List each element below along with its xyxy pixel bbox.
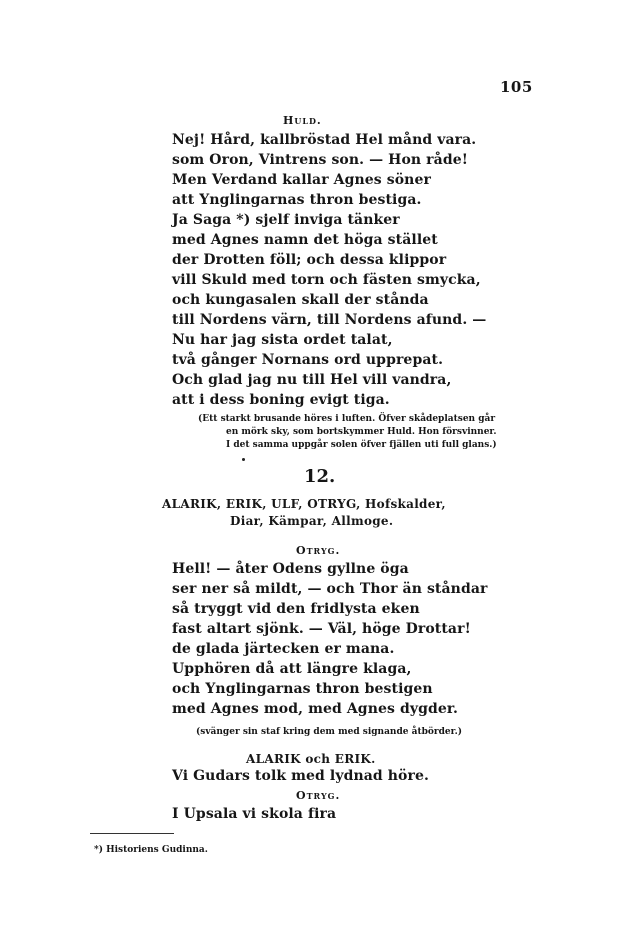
scene-number: 12. [304,466,336,487]
stage-direction-huld [198,413,497,452]
verse-line: Hell! — åter Odens gyllne öga [172,561,409,577]
verse-huld [172,130,486,410]
verse-line: Men Verdand kallar Agnes söner [172,172,431,188]
speaker-otryg-2: Otryg. [296,789,341,802]
speaker-alarik-erik: ALARIK och ERIK. [246,752,376,766]
verse-line: och kungasalen skall der stånda [172,292,429,308]
verse-line: fast altart sjönk. — Väl, höge Drottar! [172,621,471,637]
verse-line: Nu har jag sista ordet talat, [172,332,393,348]
verse-line: att Ynglingarnas thron bestiga. [172,192,422,208]
scene-cast [162,496,446,530]
verse-line: och Ynglingarnas thron bestigen [172,681,433,697]
verse-line: så tryggt vid den fridlysta eken [172,601,420,617]
verse-line: der Drotten föll; och dessa klippor [172,252,447,268]
verse-otryg [172,559,488,719]
cast-line: ALARIK, ERIK, ULF, OTRYG, Hofskalder, [162,497,446,511]
verse-line: Upphören då att längre klaga, [172,661,412,677]
speaker-huld: Huld. [283,114,322,127]
verse-line: Och glad jag nu till Hel vill vandra, [172,372,452,388]
verse-line: två gånger Nornans ord upprepat. [172,352,444,368]
verse-line: med Agnes mod, med Agnes dygder. [172,701,459,717]
footnote: *) Historiens Gudinna. [94,845,208,855]
verse-line: med Agnes namn det höga stället [172,232,438,248]
page-number: 105 [500,78,533,96]
stage-line: en mörk sky, som bortskymmer Huld. Hon försvinner. [226,427,497,437]
footnote-rule [90,833,174,834]
verse-line: att i dess boning evigt tiga. [172,392,390,408]
verse-line: Ja Saga *) sjelf inviga tänker [172,212,400,228]
verse-line: Nej! Hård, kallbröstad Hel månd vara. [172,132,477,148]
verse-otryg-2 [172,804,336,824]
stage-line: (Ett starkt brusande höres i luften. Öfver skådeplatsen går [198,414,496,424]
cast-line: Diar, Kämpar, Allmoge. [230,514,394,528]
stage-direction-otryg: (svänger sin staf kring dem med signande åtbörder.) [196,727,462,737]
verse-line: till Nordens värn, till Nordens afund. — [172,312,487,328]
verse-alarik-erik [172,766,429,786]
verse-line: I Upsala vi skola fira [172,806,337,822]
ink-dot [242,458,245,461]
verse-line: ser ner så mildt, — och Thor än ståndar [172,581,488,597]
verse-line: Vi Gudars tolk med lydnad höre. [172,768,429,784]
verse-line: de glada järtecken er mana. [172,641,395,657]
speaker-otryg: Otryg. [296,544,341,557]
stage-line: I det samma uppgår solen öfver fjällen uti full glans.) [226,440,497,450]
verse-line: som Oron, Vintrens son. — Hon råde! [172,152,468,168]
verse-line: vill Skuld med torn och fästen smycka, [172,272,481,288]
